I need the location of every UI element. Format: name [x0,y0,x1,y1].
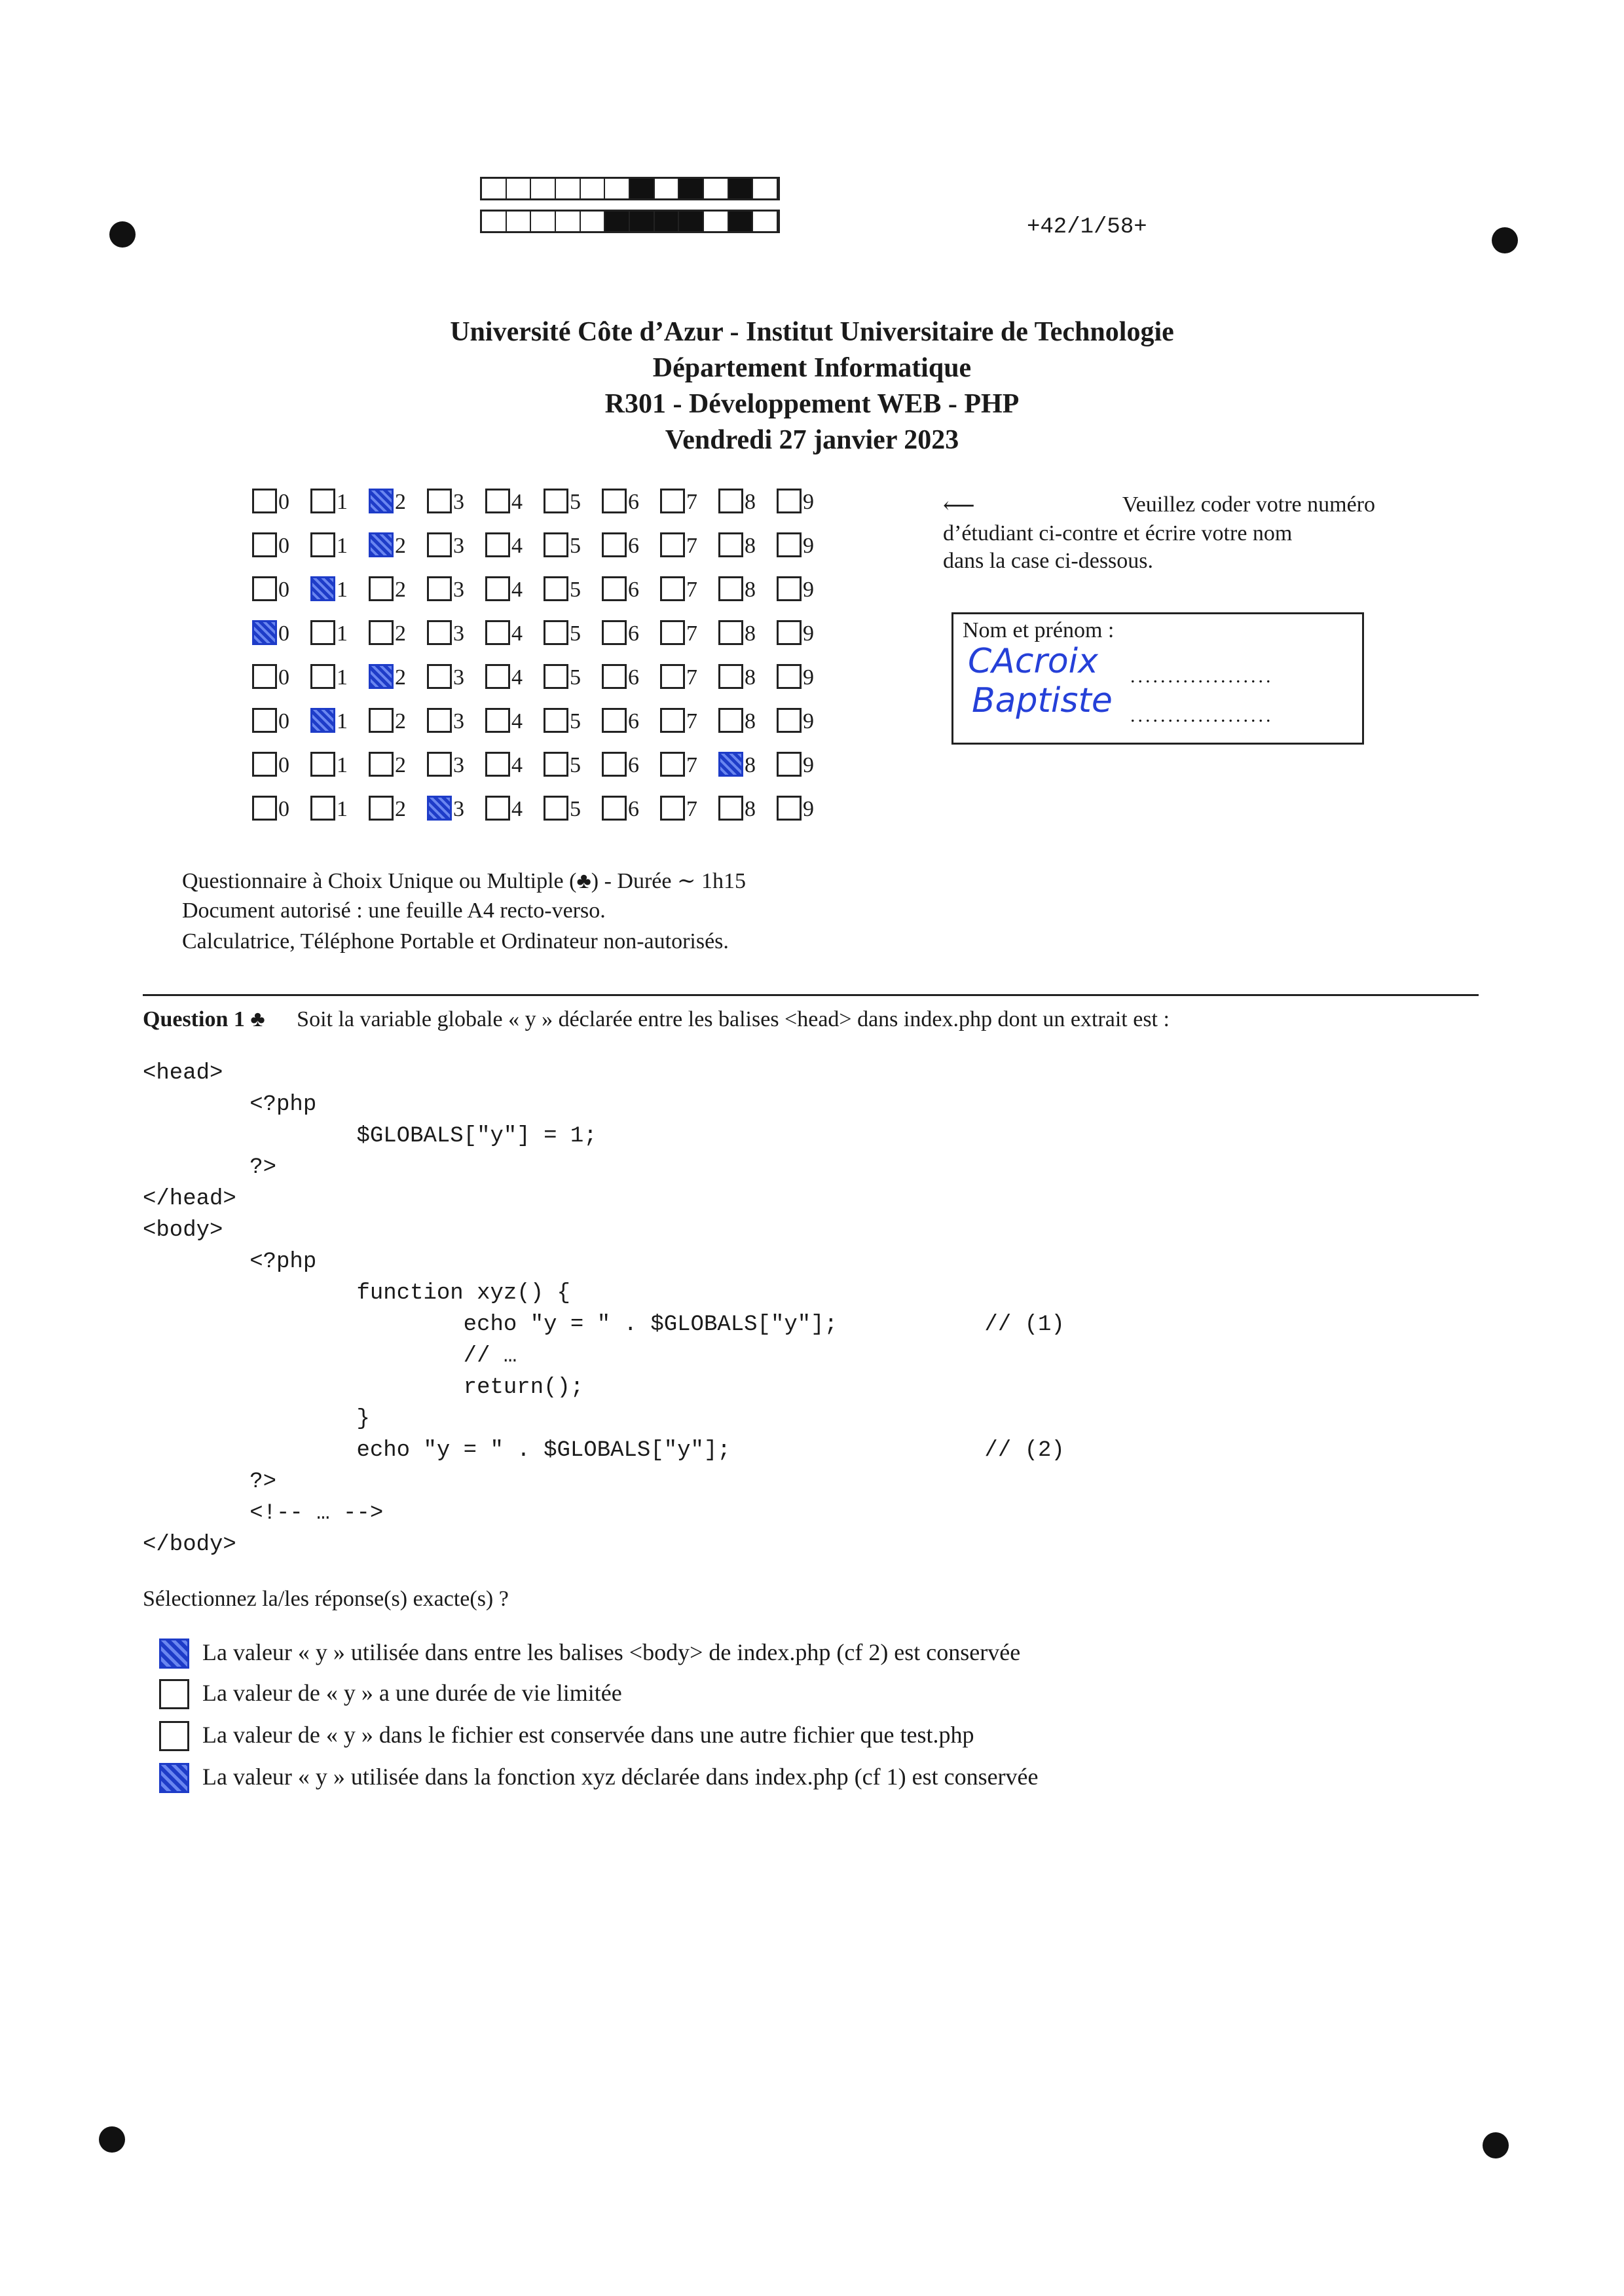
checkbox[interactable] [660,532,685,557]
name-box[interactable] [951,612,1364,745]
digit-label: 6 [628,621,639,646]
digit-label: 2 [395,797,406,821]
digit-label: 0 [278,709,289,733]
checkbox[interactable] [252,752,277,777]
id-digit-cell[interactable] [310,661,369,694]
digit-label: 2 [395,665,406,690]
answer-checkbox[interactable] [159,1721,189,1751]
id-digit-cell[interactable] [602,530,661,563]
digit-label: 6 [628,753,639,777]
code-line: ?> [143,1470,277,1494]
checkbox[interactable] [485,796,510,821]
checkbox[interactable] [718,489,743,513]
digit-label: 9 [803,490,814,514]
id-digit-cell[interactable] [252,661,311,694]
checkbox[interactable] [660,752,685,777]
title-university: Université Côte d’Azur - Institut Universitaire de Technologie [450,317,1174,347]
digit-label: 5 [570,753,581,777]
id-digit-cell[interactable] [369,661,428,694]
checkbox[interactable] [777,664,802,689]
checkbox[interactable] [544,664,568,689]
checkbox[interactable] [718,664,743,689]
checkbox[interactable] [777,489,802,513]
registration-dot-top-right [1492,227,1518,253]
checkbox[interactable] [544,489,568,513]
code-line: echo "y = " . $GLOBALS["y"]; // (2) [143,1438,1065,1463]
checkbox[interactable] [544,752,568,777]
id-digit-cell[interactable] [485,574,544,606]
id-digit-cell[interactable] [427,661,486,694]
digit-label: 0 [278,534,289,558]
digit-label: 0 [278,753,289,777]
digit-label: 8 [745,621,756,646]
digit-label: 1 [337,709,348,733]
id-digit-cell[interactable] [660,705,719,738]
id-digit-cell[interactable] [602,705,661,738]
id-digit-cell[interactable] [602,749,661,782]
digit-label: 3 [453,490,464,514]
divider [143,994,1479,996]
digit-label: 0 [278,665,289,690]
id-digit-cell[interactable] [369,486,428,519]
checkbox[interactable] [485,708,510,733]
id-digit-cell[interactable] [252,705,311,738]
checkbox[interactable] [485,532,510,557]
id-digit-cell[interactable] [544,574,602,606]
code-line: // … [143,1344,517,1369]
checkbox[interactable] [427,752,452,777]
checkbox[interactable] [602,532,627,557]
code-line: return(); [143,1375,584,1400]
answer-text: La valeur de « y » dans le fichier est conservée dans une autre fichier que test.php [202,1722,974,1748]
id-digit-cell[interactable] [777,486,836,519]
code-line: ?> [143,1155,277,1180]
digit-label: 4 [511,621,523,646]
question-header [143,1007,1170,1032]
id-digit-cell[interactable] [310,749,369,782]
id-digit-cell[interactable] [252,793,311,826]
code-line: echo "y = " . $GLOBALS["y"]; // (1) [143,1312,1065,1337]
code-line: <!-- … --> [143,1501,384,1526]
id-digit-cell[interactable] [485,793,544,826]
checkbox[interactable] [602,796,627,821]
instructions-line2: d’étudiant ci-contre et écrire votre nom [943,521,1293,546]
digit-label: 3 [453,534,464,558]
checkbox[interactable] [718,708,743,733]
digit-label: 5 [570,621,581,646]
digit-label: 1 [337,621,348,646]
checkbox[interactable] [310,664,335,689]
code-line: } [143,1407,370,1432]
instructions-line1: Veuillez coder votre numéro [1122,492,1375,517]
checkbox[interactable] [544,532,568,557]
id-digit-cell[interactable] [369,530,428,563]
checkbox[interactable] [718,620,743,645]
checkbox[interactable] [777,796,802,821]
id-digit-cell[interactable] [310,530,369,563]
checkbox[interactable] [252,576,277,601]
digit-label: 6 [628,665,639,690]
digit-label: 4 [511,490,523,514]
digit-label: 9 [803,753,814,777]
answer-checkbox-marked[interactable] [159,1763,189,1793]
digit-label: 8 [745,534,756,558]
checkbox[interactable] [252,532,277,557]
digit-label: 3 [453,665,464,690]
id-digit-cell[interactable] [718,661,777,694]
checkbox[interactable] [252,489,277,513]
checkbox[interactable] [602,489,627,513]
checkbox[interactable] [777,752,802,777]
digit-label: 8 [745,709,756,733]
checkbox-marked[interactable] [310,708,335,733]
barcode-top [480,177,780,200]
id-digit-cell[interactable] [310,618,369,650]
id-digit-cell[interactable] [369,618,428,650]
id-digit-cell[interactable] [427,749,486,782]
digit-label: 6 [628,490,639,514]
checkbox[interactable] [310,752,335,777]
digit-label: 7 [686,797,697,821]
code-line: <?php [143,1250,317,1274]
digit-label: 8 [745,578,756,602]
digit-label: 0 [278,797,289,821]
registration-dot-bottom-left [99,2126,125,2153]
id-digit-cell[interactable] [660,618,719,650]
answer-option[interactable] [159,1676,1403,1709]
digit-label: 0 [278,621,289,646]
digit-label: 2 [395,621,406,646]
id-digit-cell[interactable] [544,618,602,650]
id-digit-cell[interactable] [602,793,661,826]
checkbox[interactable] [369,620,394,645]
id-digit-cell[interactable] [310,705,369,738]
id-digit-cell[interactable] [485,705,544,738]
digit-label: 7 [686,665,697,690]
id-digit-cell[interactable] [777,618,836,650]
exam-info-line2: Document autorisé : une feuille A4 recto-verso. [182,898,606,923]
checkbox[interactable] [485,664,510,689]
code-line: </head> [143,1187,236,1212]
checkbox[interactable] [369,708,394,733]
code-line: <?php [143,1092,317,1117]
checkbox[interactable] [602,752,627,777]
digit-label: 9 [803,534,814,558]
id-digit-cell[interactable] [369,793,428,826]
digit-label: 8 [745,753,756,777]
answer-text: La valeur « y » utilisée dans la fonction xyz déclarée dans index.php (cf 1) est conservée [202,1764,1039,1790]
checkbox[interactable] [310,796,335,821]
checkbox[interactable] [369,796,394,821]
registration-dot-top-left [109,221,136,248]
digit-label: 2 [395,490,406,514]
digit-label: 3 [453,753,464,777]
id-digit-cell[interactable] [660,530,719,563]
barcode-bottom [480,210,780,233]
digit-label: 8 [745,797,756,821]
digit-label: 5 [570,534,581,558]
answer-checkbox-marked[interactable] [159,1639,189,1669]
name-dots-1: ................... [1130,665,1274,687]
checkbox[interactable] [485,576,510,601]
code-line: $GLOBALS["y"] = 1; [143,1124,597,1149]
id-digit-cell[interactable] [777,749,836,782]
digit-label: 9 [803,797,814,821]
id-digit-cell[interactable] [427,618,486,650]
digit-label: 3 [453,578,464,602]
digit-label: 8 [745,490,756,514]
checkbox[interactable] [427,576,452,601]
checkbox[interactable] [427,489,452,513]
id-digit-cell[interactable] [427,705,486,738]
digit-label: 1 [337,490,348,514]
checkbox[interactable] [718,576,743,601]
checkbox[interactable] [427,708,452,733]
id-digit-cell[interactable] [602,574,661,606]
id-digit-cell[interactable] [544,705,602,738]
name-dots-2: ................... [1130,705,1274,726]
id-digit-cell[interactable] [252,618,311,650]
checkbox-marked[interactable] [718,752,743,777]
exam-code: +42/1/58+ [1027,215,1147,240]
checkbox[interactable] [427,620,452,645]
id-digit-cell[interactable] [718,749,777,782]
answer-text: La valeur « y » utilisée dans entre les balises <body> de index.php (cf 2) est conservée [202,1639,1021,1665]
checkbox[interactable] [777,576,802,601]
checkbox[interactable] [544,620,568,645]
instructions-line3: dans la case ci-dessous. [943,549,1154,573]
id-digit-cell[interactable] [252,530,311,563]
id-digit-cell[interactable] [252,574,311,606]
digit-label: 2 [395,534,406,558]
answer-option[interactable] [159,1636,1403,1669]
id-digit-cell[interactable] [310,486,369,519]
checkbox-marked[interactable] [369,532,394,557]
checkbox[interactable] [369,752,394,777]
id-digit-cell[interactable] [602,661,661,694]
checkbox[interactable] [544,796,568,821]
checkbox[interactable] [485,489,510,513]
checkbox[interactable] [369,576,394,601]
id-digit-cell[interactable] [252,486,311,519]
checkbox[interactable] [427,664,452,689]
handwritten-last-name: CAcroix [968,642,1098,681]
id-digit-cell[interactable] [544,661,602,694]
code-line: <head> [143,1061,223,1086]
id-digit-cell[interactable] [544,793,602,826]
id-digit-cell[interactable] [544,530,602,563]
id-digit-cell[interactable] [485,661,544,694]
checkbox[interactable] [602,620,627,645]
checkbox-marked[interactable] [427,796,452,821]
digit-label: 8 [745,665,756,690]
digit-label: 4 [511,797,523,821]
digit-label: 7 [686,534,697,558]
digit-label: 1 [337,665,348,690]
id-digit-cell[interactable] [660,661,719,694]
id-digit-cell[interactable] [485,530,544,563]
title-date: Vendredi 27 janvier 2023 [665,425,959,455]
code-line: <body> [143,1218,223,1243]
digit-label: 9 [803,621,814,646]
checkbox[interactable] [718,532,743,557]
digit-label: 4 [511,665,523,690]
exam-info-line1: Questionnaire à Choix Unique ou Multiple (♣) - Durée ∼ 1h15 [182,869,746,893]
question-prompt: Soit la variable globale « y » déclarée entre les balises <head> dans index.php dont un extrait est : [297,1007,1170,1031]
checkbox[interactable] [660,664,685,689]
digit-label: 0 [278,490,289,514]
digit-label: 7 [686,753,697,777]
checkbox[interactable] [660,576,685,601]
digit-label: 9 [803,665,814,690]
answer-option[interactable] [159,1718,1403,1751]
id-digit-cell[interactable] [777,793,836,826]
checkbox[interactable] [427,532,452,557]
digit-label: 6 [628,709,639,733]
title-department: Département Informatique [652,353,972,383]
name-label: Nom et prénom : [963,618,1115,642]
title-course: R301 - Développement WEB - PHP [604,389,1020,419]
digit-label: 4 [511,534,523,558]
checkbox[interactable] [718,796,743,821]
checkbox[interactable] [777,532,802,557]
checkbox[interactable] [660,796,685,821]
digit-label: 0 [278,578,289,602]
digit-label: 1 [337,534,348,558]
checkbox[interactable] [602,708,627,733]
id-digit-cell[interactable] [369,749,428,782]
id-digit-cell[interactable] [718,486,777,519]
answer-checkbox[interactable] [159,1679,189,1709]
checkbox[interactable] [310,620,335,645]
id-digit-cell[interactable] [544,749,602,782]
checkbox[interactable] [252,664,277,689]
arrow-left-icon: ⟵ [943,494,975,518]
digit-label: 1 [337,753,348,777]
id-digit-cell[interactable] [369,574,428,606]
digit-label: 7 [686,709,697,733]
digit-label: 7 [686,621,697,646]
checkbox[interactable] [660,489,685,513]
id-digit-cell[interactable] [602,486,661,519]
digit-label: 2 [395,709,406,733]
id-digit-cell[interactable] [777,574,836,606]
checkbox[interactable] [602,664,627,689]
digit-label: 5 [570,490,581,514]
digit-label: 7 [686,578,697,602]
handwritten-first-name: Baptiste [972,681,1113,720]
digit-label: 9 [803,578,814,602]
checkbox[interactable] [602,576,627,601]
id-digit-cell[interactable] [485,486,544,519]
id-digit-cell[interactable] [485,618,544,650]
id-digit-cell[interactable] [660,749,719,782]
registration-dot-bottom-right [1483,2132,1509,2158]
id-digit-cell[interactable] [718,793,777,826]
digit-label: 4 [511,753,523,777]
digit-label: 4 [511,578,523,602]
digit-label: 6 [628,578,639,602]
digit-label: 3 [453,797,464,821]
checkbox-marked[interactable] [369,489,394,513]
checkbox[interactable] [544,576,568,601]
id-digit-cell[interactable] [427,793,486,826]
id-digit-cell[interactable] [777,705,836,738]
id-digit-cell[interactable] [718,574,777,606]
id-digit-cell[interactable] [602,618,661,650]
digit-label: 4 [511,709,523,733]
id-digit-cell[interactable] [310,793,369,826]
id-digit-cell[interactable] [427,486,486,519]
digit-label: 1 [337,578,348,602]
checkbox-marked[interactable] [310,576,335,601]
code-line: function xyz() { [143,1281,570,1306]
select-prompt: Sélectionnez la/les réponse(s) exacte(s) ? [143,1587,509,1611]
digit-label: 3 [453,709,464,733]
answer-option[interactable] [159,1760,1403,1793]
checkbox[interactable] [777,708,802,733]
id-digit-cell[interactable] [718,530,777,563]
digit-label: 2 [395,578,406,602]
checkbox[interactable] [310,532,335,557]
checkbox[interactable] [544,708,568,733]
code-line: </body> [143,1532,236,1557]
digit-label: 6 [628,534,639,558]
digit-label: 1 [337,797,348,821]
checkbox[interactable] [660,620,685,645]
id-digit-cell[interactable] [777,530,836,563]
checkbox-marked[interactable] [252,620,277,645]
id-digit-cell[interactable] [427,574,486,606]
id-digit-cell[interactable] [427,530,486,563]
digit-label: 3 [453,621,464,646]
id-digit-cell[interactable] [485,749,544,782]
checkbox[interactable] [252,708,277,733]
id-digit-cell[interactable] [252,749,311,782]
checkbox[interactable] [777,620,802,645]
digit-label: 5 [570,797,581,821]
digit-label: 6 [628,797,639,821]
id-digit-cell[interactable] [544,486,602,519]
id-digit-cell[interactable] [660,486,719,519]
id-digit-cell[interactable] [660,793,719,826]
id-digit-cell[interactable] [718,705,777,738]
checkbox[interactable] [485,620,510,645]
answer-text: La valeur de « y » a une durée de vie limitée [202,1680,622,1706]
digit-label: 2 [395,753,406,777]
checkbox-marked[interactable] [369,664,394,689]
id-digit-cell[interactable] [660,574,719,606]
checkbox[interactable] [485,752,510,777]
digit-label: 5 [570,578,581,602]
id-digit-cell[interactable] [369,705,428,738]
checkbox[interactable] [252,796,277,821]
checkbox[interactable] [660,708,685,733]
id-digit-cell[interactable] [777,661,836,694]
checkbox[interactable] [310,489,335,513]
question-label: Question 1 ♣ [143,1007,265,1031]
instructions [943,492,1375,574]
exam-info-line3: Calculatrice, Téléphone Portable et Ordinateur non-autorisés. [182,929,729,954]
id-digit-cell[interactable] [718,618,777,650]
digit-label: 5 [570,709,581,733]
digit-label: 9 [803,709,814,733]
id-digit-cell[interactable] [310,574,369,606]
digit-label: 5 [570,665,581,690]
digit-label: 7 [686,490,697,514]
